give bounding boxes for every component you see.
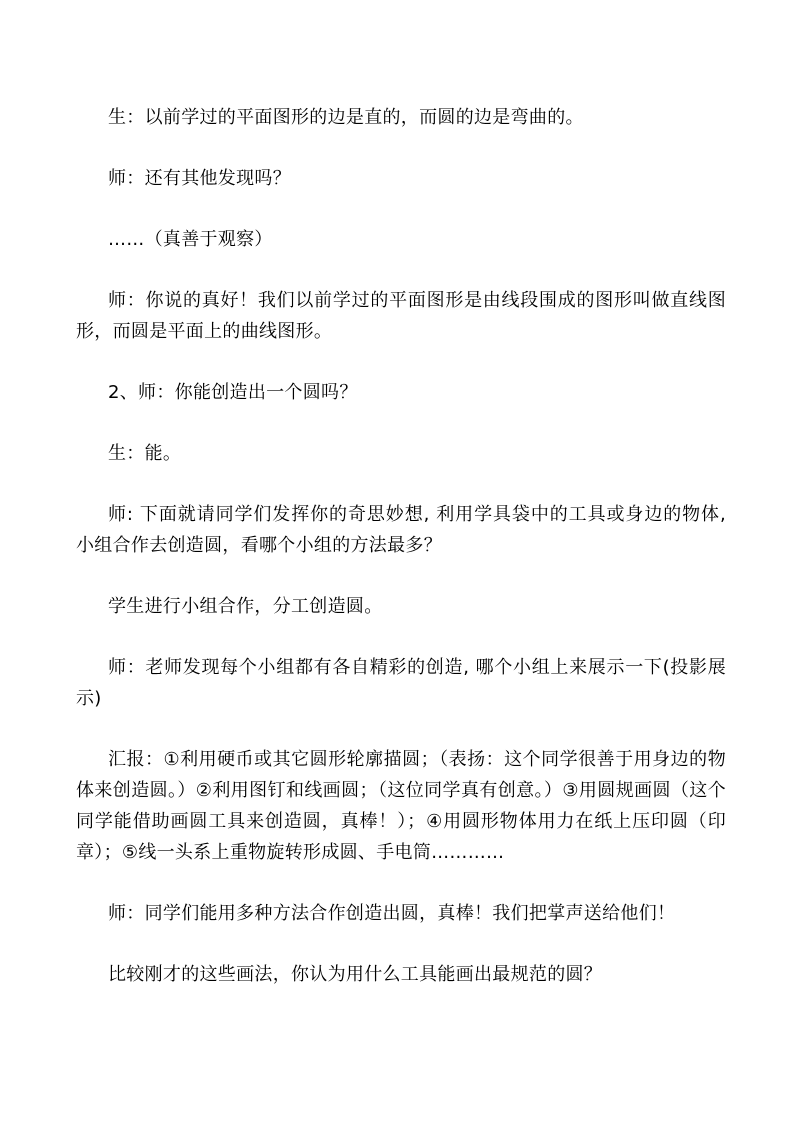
paragraph-1: 生：以前学过的平面图形的边是直的，而圆的边是弯曲的。: [108, 107, 584, 128]
paragraph-7: 师: 下面就请同学们发挥你的奇思妙想, 利用学具袋中的工具或身边的物体, 小组合作去创造圆，看哪个小组的方法最多？: [76, 504, 726, 556]
paragraph-5: 2、师：你能创造出一个圆吗？: [108, 382, 358, 403]
paragraph-6: 生：能。: [108, 443, 182, 464]
paragraph-9: 师：老师发现每个小组都有各自精彩的创造, 哪个小组上来展示一下(投影展示): [76, 657, 726, 709]
paragraph-11: 师：同学们能用多种方法合作创造出圆，真棒！我们把掌声送给他们！: [108, 903, 676, 924]
paragraph-8: 学生进行小组合作，分工创造圆。: [108, 596, 383, 617]
paragraph-3: ……（真善于观察）: [108, 229, 273, 250]
paragraph-12: 比较刚才的这些画法，你认为用什么工具能画出最规范的圆？: [108, 964, 603, 985]
paragraph-4: 师：你说的真好！我们以前学过的平面图形是由线段围成的图形叫做直线图形，而圆是平面上的曲线图形。: [76, 290, 726, 342]
paragraph-10: 汇报：①利用硬币或其它圆形轮廓描圆；（表扬：这个同学很善于用身边的物体来创造圆。）②利用图钉和线画圆；（这位同学真有创意。）③用圆规画圆（这个同学能借助画圆工具来创造圆，真棒！）；④用圆形物体用力在纸上压印圆（印章）；⑤线一头系上重物旋转形成圆、手电筒…………: [76, 749, 726, 863]
document-body: [76, 102, 726, 1020]
paragraph-2: 师：还有其他发现吗？: [108, 168, 291, 189]
